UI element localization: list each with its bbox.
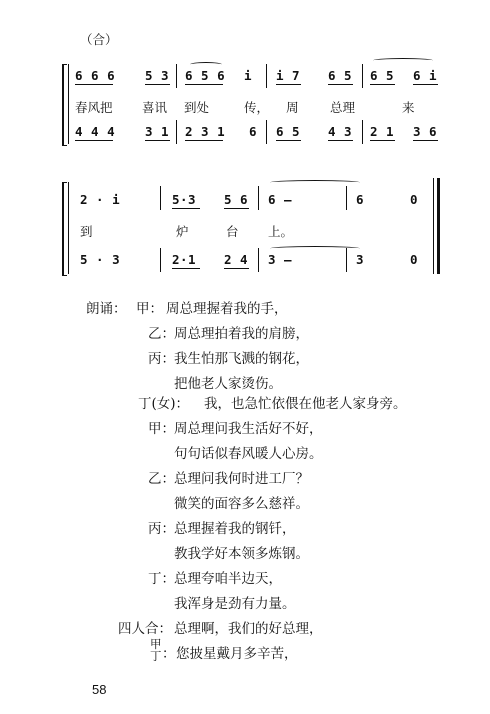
- page-number: 58: [92, 682, 107, 697]
- lyric: 炉: [176, 224, 189, 239]
- lyric: 总理: [330, 100, 356, 115]
- recitation-line: 周总理问我生活好不好，: [174, 421, 323, 437]
- note-underline: [370, 84, 395, 85]
- note-group: 6: [356, 192, 365, 207]
- note-underline: [75, 84, 113, 85]
- note-underline: [75, 140, 113, 141]
- barline: [266, 64, 267, 88]
- note-group: 5·3: [172, 192, 197, 207]
- note-group: 3 —: [268, 252, 293, 267]
- note-group: 5 · 3: [80, 252, 121, 267]
- note-group: 3 1: [145, 124, 170, 139]
- note-group: 6 5 6: [185, 68, 226, 83]
- note-underline: [185, 84, 223, 85]
- lyric: 周: [286, 100, 299, 115]
- note-group: 3: [356, 252, 365, 267]
- note-group: 5 3: [145, 68, 170, 83]
- barline: [346, 248, 347, 272]
- note-group: i: [244, 68, 253, 83]
- note-group: 6 5: [328, 68, 353, 83]
- barline: [160, 186, 161, 210]
- note-group: 6 6 6: [75, 68, 116, 83]
- barline: [258, 186, 259, 210]
- speaker-label-stacked-bottom: 丁: [150, 649, 162, 663]
- note-group: 6 i: [413, 68, 438, 83]
- note-group: 2 · i: [80, 192, 121, 207]
- speaker-label: 甲：: [148, 421, 175, 437]
- recitation-line: 总理啊，我们的好总理，: [174, 621, 323, 637]
- tie-mark: [373, 58, 433, 63]
- speaker-label: 乙：: [148, 471, 175, 487]
- recitation-line: 句句话似春风暖人心房。: [174, 446, 323, 462]
- recitation-line: 周总理握着我的手，: [166, 301, 288, 317]
- note-underline: [413, 84, 438, 85]
- note-underline: [328, 84, 353, 85]
- lyric: 春风把: [75, 100, 113, 115]
- note-group: 4 3: [328, 124, 353, 139]
- section-mark: （合）: [80, 32, 118, 47]
- barline: [176, 64, 177, 88]
- note-group: 4 4 4: [75, 124, 116, 139]
- barline: [68, 182, 69, 274]
- note-group: 0: [410, 252, 419, 267]
- note-group: i 7: [276, 68, 301, 83]
- note-underline: [276, 84, 301, 85]
- note-underline: [145, 84, 170, 85]
- recitation-line: 总理握着我的钢钎，: [174, 521, 296, 537]
- speaker-label: 丁：: [148, 571, 175, 587]
- note-group: 6 5: [276, 124, 301, 139]
- note-underline: [224, 268, 249, 269]
- note-group: 6: [249, 124, 258, 139]
- speaker-label: 丁(女)：: [138, 396, 190, 412]
- barline: [176, 120, 177, 144]
- recitation-line: 把他老人家烫伤。: [174, 376, 282, 392]
- note-underline: [328, 140, 353, 141]
- system-bracket: [62, 182, 67, 276]
- recitation-line: 微笑的面容多么慈祥。: [174, 496, 309, 512]
- lyric: 台: [226, 224, 239, 239]
- final-barline-thick: [437, 178, 440, 274]
- note-group: 2 1: [370, 124, 395, 139]
- recitation-line: 我生怕那飞溅的钢花，: [174, 351, 309, 367]
- lyric: 传，: [244, 100, 270, 115]
- note-group: 6 —: [268, 192, 293, 207]
- speaker-label: 丙：: [148, 521, 175, 537]
- note-underline: [185, 140, 223, 141]
- note-underline: [276, 140, 301, 141]
- recitation-line: 周总理拍着我的肩膀，: [174, 326, 309, 342]
- lyric: 到: [80, 224, 93, 239]
- note-group: 3 6: [413, 124, 438, 139]
- speaker-label-stacked-top: 甲: [150, 637, 162, 651]
- final-barline-thin: [433, 178, 434, 274]
- recitation-line: 我浑身是劲有力量。: [174, 596, 296, 612]
- tie-mark: [190, 62, 222, 67]
- recitation-line: 教我学好本领多炼钢。: [174, 546, 309, 562]
- note-group: 2 4: [224, 252, 249, 267]
- lyric: 来: [402, 100, 415, 115]
- recitation-line: 总理问我何时进工厂？: [174, 471, 309, 487]
- speaker-label: 四人合：: [118, 621, 172, 637]
- barline: [362, 64, 363, 88]
- note-underline: [172, 268, 200, 269]
- barline: [68, 64, 69, 144]
- speaker-label: 甲：: [136, 301, 163, 317]
- system-bracket: [62, 64, 67, 146]
- lyric: 上。: [268, 224, 294, 239]
- speaker-label: 丙：: [148, 351, 175, 367]
- lyric: 到处: [184, 100, 210, 115]
- note-group: 0: [410, 192, 419, 207]
- speaker-colon: ：: [162, 646, 176, 662]
- recitation-line: 总理夸咱半边天，: [174, 571, 282, 587]
- barline: [160, 248, 161, 272]
- note-underline: [370, 140, 395, 141]
- barline: [346, 186, 347, 210]
- recitation-line: 我，也急忙依偎在他老人家身旁。: [204, 396, 407, 412]
- speaker-label: 乙：: [148, 326, 175, 342]
- tie-mark: [270, 180, 360, 185]
- barline: [362, 120, 363, 144]
- note-underline: [172, 208, 200, 209]
- recitation-line: 您披星戴月多辛苦，: [176, 646, 298, 662]
- note-group: 2 3 1: [185, 124, 226, 139]
- note-group: 5 6: [224, 192, 249, 207]
- note-underline: [413, 140, 438, 141]
- barline: [258, 248, 259, 272]
- barline: [266, 120, 267, 144]
- recitation-label: 朗诵：: [86, 301, 127, 317]
- note-group: 2·1: [172, 252, 197, 267]
- note-group: 6 5: [370, 68, 395, 83]
- note-underline: [145, 140, 170, 141]
- note-underline: [224, 208, 249, 209]
- lyric: 喜讯: [142, 100, 168, 115]
